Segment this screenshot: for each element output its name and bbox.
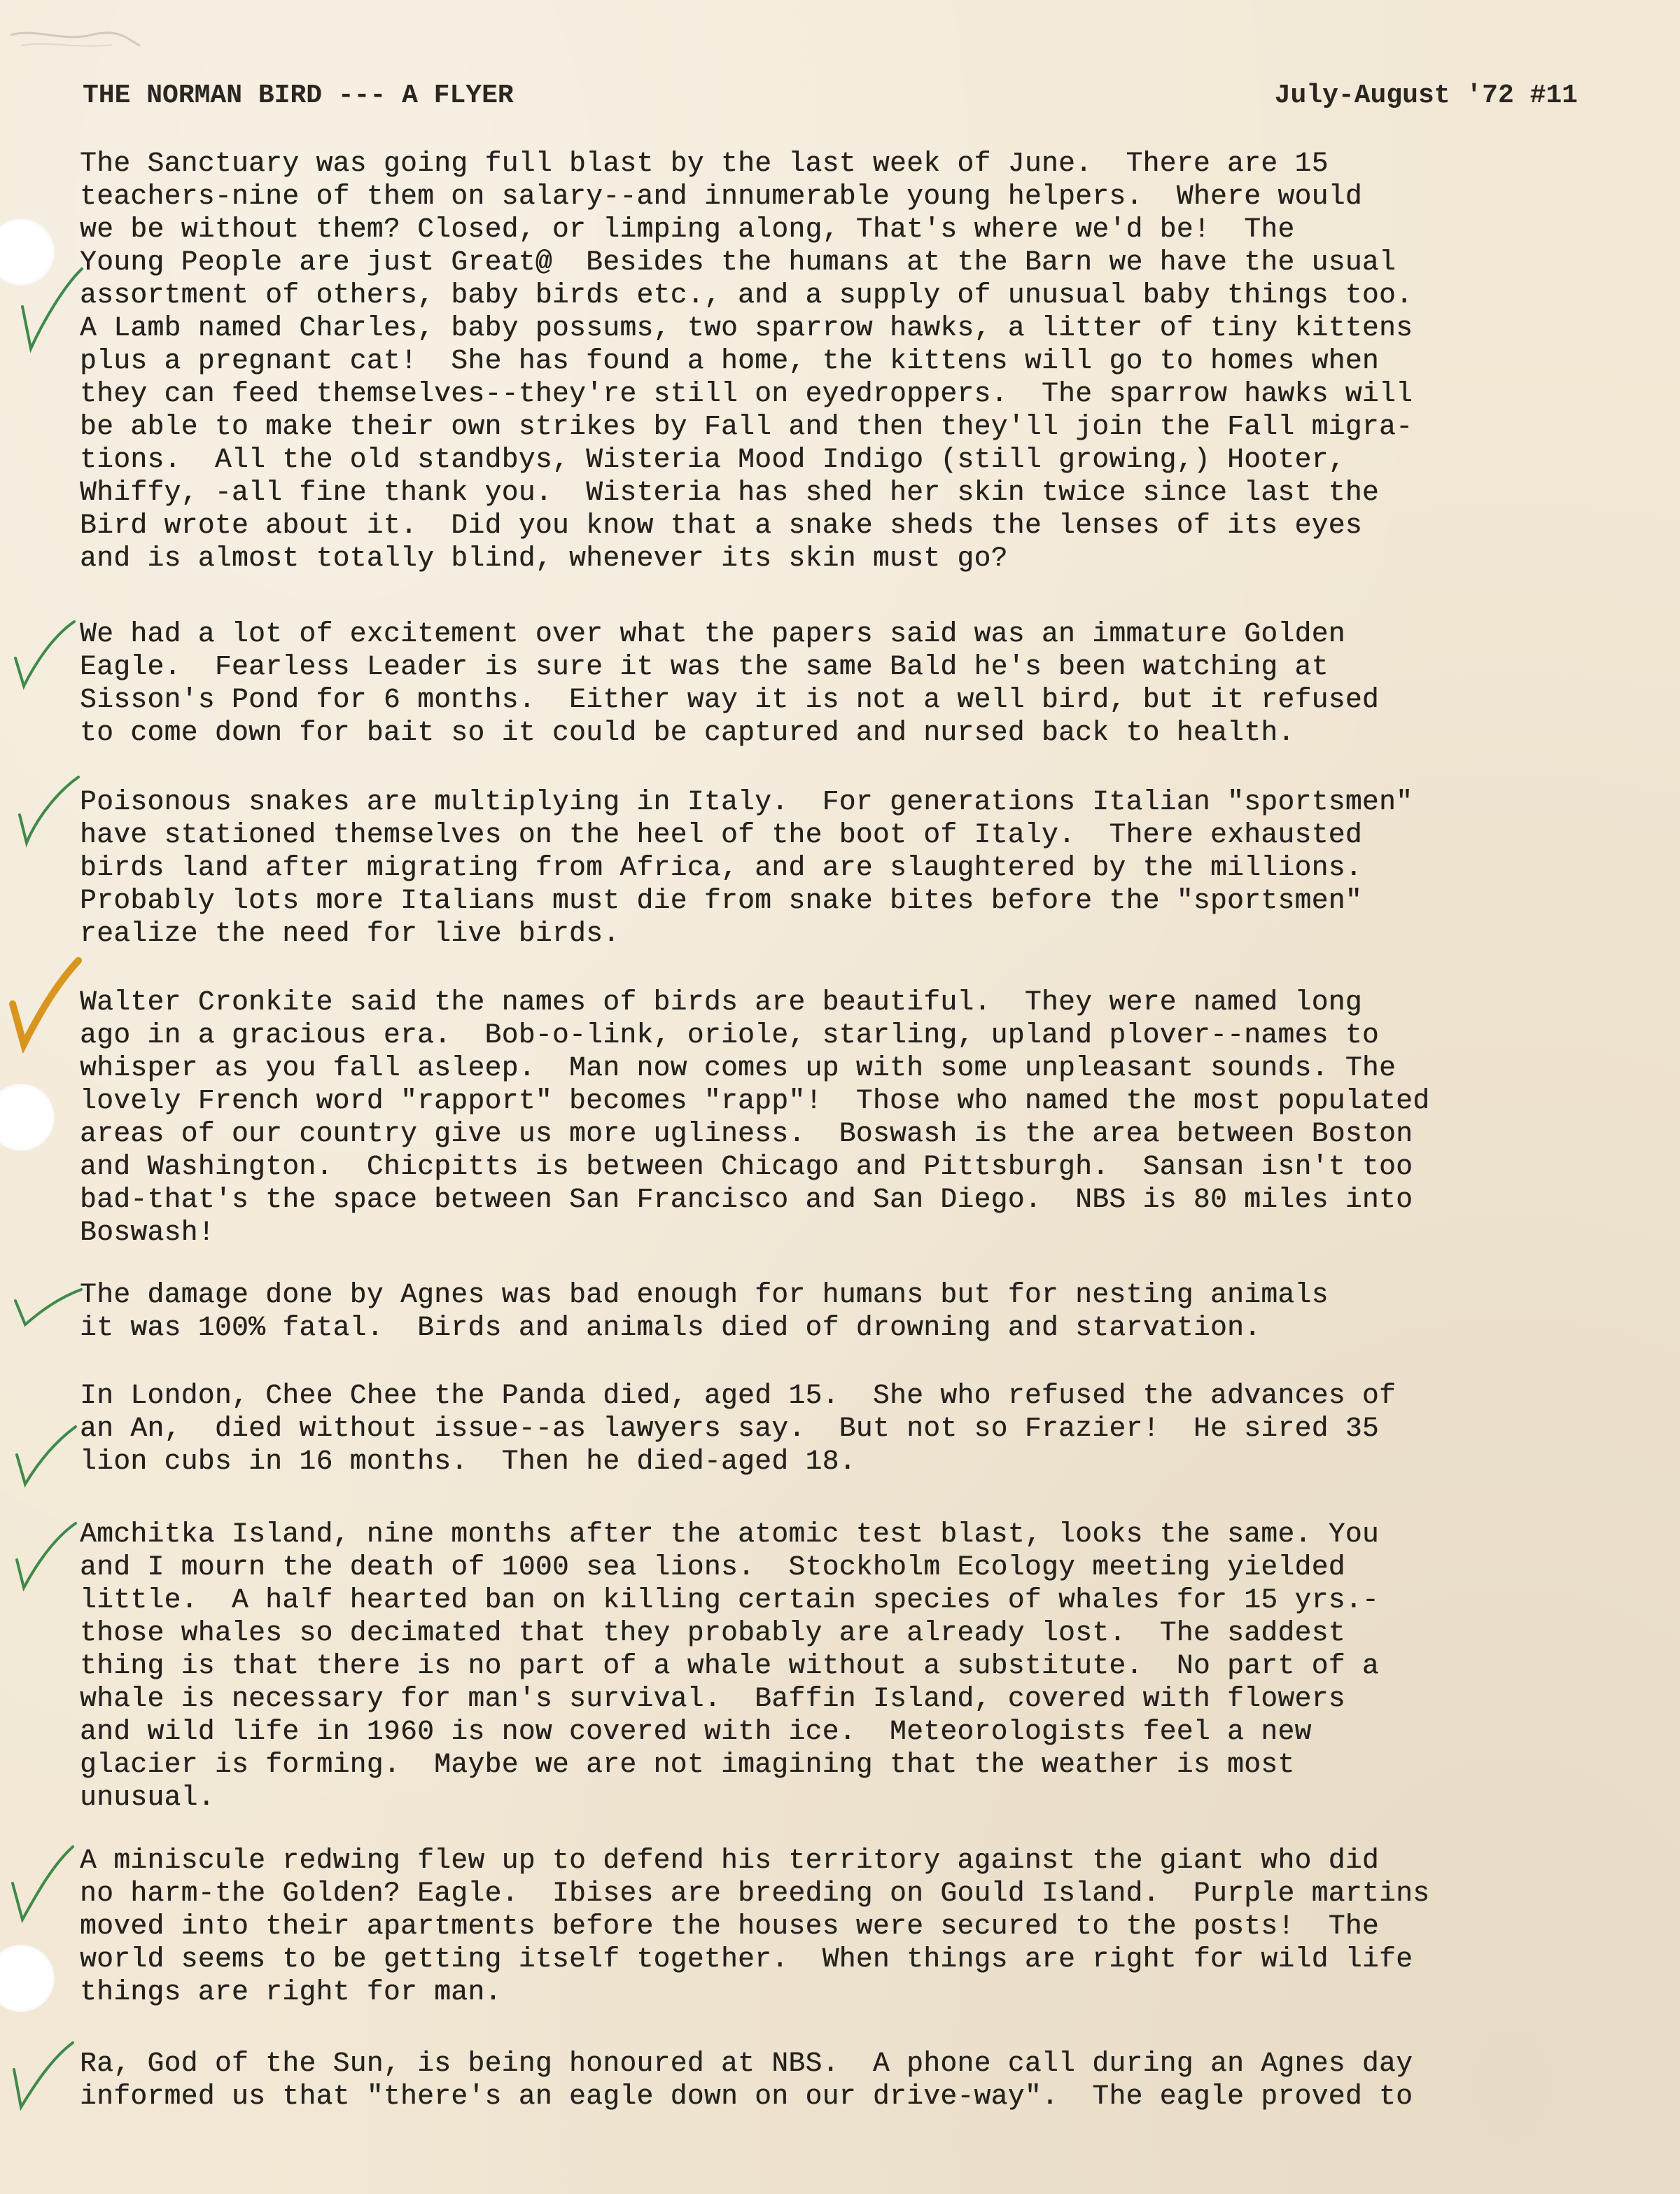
text-line: Whiffy, -all fine thank you. Wisteria has shed her skin twice since last the [80,477,1379,508]
checkmark-icon [7,1841,77,1925]
text-line: things are right for man. [80,1976,502,2008]
text-line: Boswash! [80,1217,215,1248]
issue-date: July-August '72 #11 [1274,81,1578,111]
newsletter-title: THE NORMAN BIRD --- A FLYER [83,81,514,111]
text-line: and is almost totally blind, whenever its skin must go? [80,543,1008,574]
text-line: Young People are just Great@ Besides the humans at the Barn we have the usual [80,246,1396,278]
text-line: assortment of others, baby birds etc., and a supply of unusual baby things too. [80,279,1413,311]
text-line: little. A half hearted ban on killing certain species of whales for 15 yrs.- [80,1584,1379,1616]
text-line: Eagle. Fearless Leader is sure it was the same Bald he's been watching at [80,651,1329,683]
text-line: informed us that "there's an eagle down on our drive-way". The eagle proved to [80,2081,1413,2112]
text-line: Ra, God of the Sun, is being honoured at NBS. A phone call during an Agnes day [80,2048,1413,2079]
paragraph-redwing [80,1844,1669,2008]
text-line: glacier is forming. Maybe we are not imagining that the weather is most [80,1749,1295,1780]
paragraph-london-panda [80,1379,1669,1478]
text-line: unusual. [80,1782,215,1813]
text-line: no harm-the Golden? Eagle. Ibises are breeding on Gould Island. Purple martins [80,1878,1430,1909]
checkmark-icon [11,1518,81,1595]
text-line: The damage done by Agnes was bad enough for humans but for nesting animals [80,1279,1329,1311]
text-line: thing is that there is no part of a whale without a substitute. No part of a [80,1650,1379,1682]
paragraph-ra [80,2047,1669,2113]
checkmark-icon [6,955,83,1053]
text-line: teachers-nine of them on salary--and innumerable young helpers. Where would [80,181,1362,212]
text-line: birds land after migrating from Africa, and are slaughtered by the millions. [80,852,1362,883]
text-line: those whales so decimated that they probably are already lost. The saddest [80,1617,1345,1649]
masthead [83,78,1578,113]
text-line: We had a lot of excitement over what the papers said was an immature Golden [80,618,1345,650]
text-line: and I mourn the death of 1000 sea lions. Stockholm Ecology meeting yielded [80,1551,1345,1583]
text-line: and wild life in 1960 is now covered with ice. Meteorologists feel a new [80,1716,1312,1747]
text-line: have stationed themselves on the heel of the boot of Italy. There exhausted [80,819,1362,851]
text-line: we be without them? Closed, or limping along, That's where we'd be! The [80,214,1295,245]
paragraph-italy-snakes [80,785,1669,950]
text-line: moved into their apartments before the houses were secured to the posts! The [80,1910,1379,1942]
text-line: A miniscule redwing flew up to defend his territory against the giant who did [80,1845,1379,1876]
paragraph-agnes [80,1278,1669,1344]
punch-hole-middle [0,1084,55,1151]
paragraph-bird-names [80,986,1669,1249]
text-line: whisper as you fall asleep. Man now comes up with some unpleasant sounds. The [80,1052,1396,1084]
text-line: plus a pregnant cat! She has found a home, the kittens will go to homes when [80,345,1379,377]
text-line: whale is necessary for man's survival. Baffin Island, covered with flowers [80,1683,1345,1714]
text-line: realize the need for live birds. [80,918,620,949]
text-line: lion cubs in 16 months. Then he died-aged 18. [80,1446,856,1477]
paragraph-amchitka [80,1518,1669,1814]
text-line: The Sanctuary was going full blast by the last week of June. There are 15 [80,148,1329,179]
text-line: Poisonous snakes are multiplying in Italy. For generations Italian "sportsmen" [80,786,1413,818]
text-line: A Lamb named Charles, baby possums, two sparrow hawks, a litter of tiny kittens [80,312,1413,344]
checkmark-icon [10,616,80,693]
text-line: tions. All the old standbys, Wisteria Mood Indigo (still growing,) Hooter, [80,444,1345,475]
text-line: Walter Cronkite said the names of birds are beautiful. They were named long [80,986,1362,1018]
text-line: world seems to be getting itself together. When things are right for wild life [80,1943,1413,1975]
text-line: Probably lots more Italians must die from snake bites before the "sportsmen" [80,885,1362,916]
text-line: In London, Chee Chee the Panda died, aged 15. She who refused the advances of [80,1380,1396,1411]
checkmark-icon [14,773,84,850]
text-line: and Washington. Chicpitts is between Chicago and Pittsburgh. Sansan isn't too [80,1151,1413,1182]
text-line: areas of our country give us more ugliness. Boswash is the area between Boston [80,1118,1413,1150]
checkmark-icon [10,1283,87,1332]
text-line: bad-that's the space between San Francisco and San Diego. NBS is 80 miles into [80,1184,1413,1215]
text-line: Sisson's Pond for 6 months. Either way it is not a well bird, but it refused [80,684,1379,715]
punch-hole-bottom [0,1945,55,2012]
text-line: to come down for bait so it could be captured and nursed back to health. [80,717,1295,748]
checkmark-icon [8,2037,78,2114]
text-line: it was 100% fatal. Birds and animals died of drowning and starvation. [80,1312,1261,1343]
text-line: Bird wrote about it. Did you know that a snake sheds the lenses of its eyes [80,510,1362,541]
text-line: lovely French word "rapport" becomes "rapp"! Those who named the most populated [80,1085,1430,1117]
paragraph-sanctuary [80,147,1669,575]
paragraph-golden-eagle [80,617,1669,749]
checkmark-icon [15,265,85,356]
text-line: ago in a gracious era. Bob-o-link, oriole, starling, upland plover--names to [80,1019,1379,1051]
text-line: Amchitka Island, nine months after the atomic test blast, looks the same. You [80,1518,1379,1550]
smudge-mark [7,14,147,56]
checkmark-icon [11,1421,81,1491]
text-line: they can feed themselves--they're still on eyedroppers. The sparrow hawks will [80,378,1413,410]
text-line: an An, died without issue--as lawyers say. But not so Frazier! He sired 35 [80,1413,1379,1444]
text-line: be able to make their own strikes by Fall and then they'll join the Fall migra- [80,411,1413,442]
